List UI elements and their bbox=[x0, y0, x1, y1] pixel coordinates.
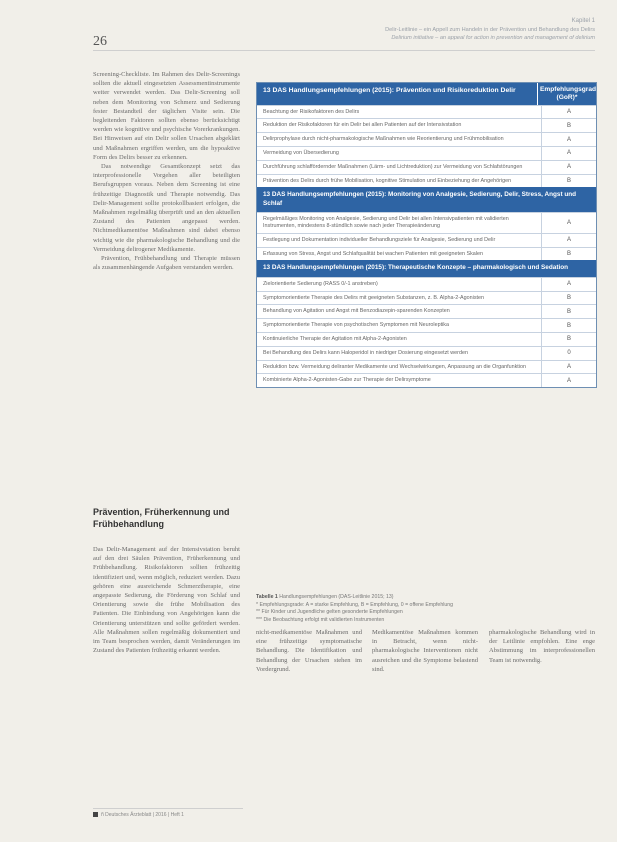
table-row-grade: B bbox=[541, 305, 596, 318]
footer bbox=[93, 812, 184, 818]
table-row-grade: B bbox=[541, 333, 596, 346]
table-row bbox=[257, 291, 596, 305]
table-row-grade: B bbox=[541, 319, 596, 332]
caption-note: ** Für Kinder und Jugendliche gelten gesonderte Empfehlungen bbox=[256, 609, 403, 616]
table-row-grade: A bbox=[541, 213, 596, 233]
table-row-grade: B bbox=[541, 248, 596, 261]
table-row bbox=[257, 346, 596, 360]
table-row-text: Durchführung schlaffördernder Maßnahmen (Lärm- und Lichtreduktion) zur Vermeidung von Schlafstörungen bbox=[263, 163, 523, 170]
table-header bbox=[257, 83, 596, 105]
body-paragraph: Screening-Checkliste. Im Rahmen des Delir-Screenings sollten die aktuell eingesetzten Assessmentinstrumente weiter verwendet werden. Das Delir-Screening soll neben dem Monitoring von Schmerz und Sedierung fester Bestandteil der täglichen Visite sein. Die begleitenden Faktoren sollten ebenso berücksichtigt werden wie kognitive und psychische Vorerkrankungen. Bei Hinweisen auf ein Delir sollen Ursachen abgeklärt und Maßnahmen ergriffen werden, um die hypoaktive Form des Delirs besser zu erkennen. bbox=[93, 71, 240, 161]
table-row-grade: B bbox=[541, 119, 596, 132]
table-section-header bbox=[257, 187, 596, 212]
table-row-grade: A bbox=[541, 133, 596, 146]
table-row bbox=[257, 118, 596, 132]
table-row bbox=[257, 318, 596, 332]
table-row-grade: A bbox=[541, 374, 596, 387]
table-row bbox=[257, 212, 596, 233]
table-caption bbox=[256, 594, 595, 624]
table-row bbox=[257, 105, 596, 119]
page-number: 26 bbox=[93, 34, 107, 49]
body-paragraph: Das Delir-Management auf der Intensivstation beruht auf den drei Säulen Prävention, Früherkennung und Frühbehandlung. Risikofaktoren sollten frühzeitig identifiziert und, wenn möglich, reduziert werden. Dazu gehören eine ausreichende Schmerztherapie, eine angepasste Sedierung, die Förderung von Schlaf und Orientierung sowie die frühe Mobilisation des Patienten. Die Einbindung von Angehörigen kann die Orientierung unterstützen und sollte gefördert werden. Alle Maßnahmen sollen regelmäßig dokumentiert und im Team besprochen werden, damit Veränderungen im Zustand des Patienten frühzeitig erkannt werden. bbox=[93, 546, 240, 655]
table-row bbox=[257, 277, 596, 291]
table-row-text: Reduktion bzw. Vermeidung deliranter Medikamente und Wechselwirkungen, Anpassung an die Organfunktion bbox=[263, 363, 527, 370]
header-section-label: Kapitel 1 bbox=[571, 18, 595, 24]
footer-square-icon bbox=[93, 812, 98, 817]
footer-text: ñ Deutsches Ärzteblatt | 2016 | Heft 1 bbox=[101, 812, 184, 818]
table-row bbox=[257, 146, 596, 160]
table-row-grade: A bbox=[541, 147, 596, 160]
table-row-grade: B bbox=[541, 175, 596, 188]
table-row-grade: A bbox=[541, 278, 596, 291]
table-row-text: Erfassung von Stress, Angst und Schlafqualität bei wachen Patienten mit geeigneten Skalen bbox=[263, 250, 483, 257]
body-paragraph: Prävention, Frühbehandlung und Therapie müssen als zusammenhängende Aufgaben verstanden werden. bbox=[93, 255, 240, 272]
header-title-line: Delir-Leitlinie – ein Appell zum Handeln in der Prävention und Behandlung des Delirs bbox=[385, 27, 595, 33]
table-row-grade: B bbox=[541, 292, 596, 305]
left-column-text-2 bbox=[93, 545, 240, 655]
bottom-column-1: nicht-medikamentöse Maßnahmen und eine frühzeitige symptomatische Behandlung. Die Identifikation und Behandlung der Ursachen stehen im Vordergrund. bbox=[256, 629, 362, 673]
table-body bbox=[257, 105, 596, 388]
recommendations-table bbox=[256, 82, 597, 388]
table-row-text: Symptomorientierte Therapie des Delirs mit geeigneten Substanzen, z. B. Alpha-2-Agonisten bbox=[263, 294, 485, 301]
table-row bbox=[257, 360, 596, 374]
table-row bbox=[257, 332, 596, 346]
header-divider bbox=[93, 50, 595, 51]
table-row-text: Festlegung und Dokumentation individueller Behandlungsziele für Analgesie, Sedierung und Delir bbox=[263, 236, 496, 243]
table-row-text: Kontinuierliche Therapie der Agitation mit Alpha-2-Agonisten bbox=[263, 335, 407, 342]
table-row-text: Symptomorientierte Therapie von psychotischen Symptomen mit Neuroleptika bbox=[263, 322, 449, 329]
table-row-text: Delirprophylaxe durch nicht-pharmakologische Maßnahmen wie Reorientierung und Frühmobilisation bbox=[263, 136, 504, 143]
table-row-text: Prävention des Delirs durch frühe Mobilisation, kognitive Stimulation und Einbeziehung der Angehörigen bbox=[263, 177, 512, 184]
table-header-grade: Empfehlungsgrad (GoR)* bbox=[537, 83, 596, 105]
bottom-column-2: Medikamentöse Maßnahmen kommen in Betracht, wenn nicht-pharmakologische Interventionen nicht ausreichen und die Symptome belastend sind. bbox=[372, 629, 478, 673]
left-column-text bbox=[93, 70, 240, 272]
table-row bbox=[257, 373, 596, 387]
table-row bbox=[257, 132, 596, 146]
header-subtitle-line: Delirium initiative – an appeal for action in prevention and management of delirium bbox=[391, 35, 595, 41]
table-row-text: Regelmäßiges Monitoring von Analgesie, Sedierung und Delir bei allen Intensivpatienten mit validierten Instrumenten, mindestens 8-stündlich sowie nach jeder Therapieänderung bbox=[263, 216, 509, 229]
section-heading: Prävention, Früherkennung und Frühbehandlung bbox=[93, 507, 230, 529]
caption-note: *** Die Beobachtung erfolgt mit validierten Instrumenten bbox=[256, 616, 385, 623]
table-row bbox=[257, 304, 596, 318]
table-section-header bbox=[257, 260, 596, 276]
table-row-grade: A bbox=[541, 234, 596, 247]
footer-divider bbox=[93, 808, 243, 809]
table-row bbox=[257, 233, 596, 247]
table-section-title: 13 DAS Handlungsempfehlungen (2015): Monitoring von Analgesie, Sedierung, Delir, Stress, Angst und Schlaf bbox=[263, 191, 577, 207]
table-row-text: Bei Behandlung des Delirs kann Haloperidol in niedriger Dosierung eingesetzt werden bbox=[263, 349, 468, 356]
table-row-grade: A bbox=[541, 161, 596, 174]
table-header-title: 13 DAS Handlungsempfehlungen (2015): Prävention und Risikoreduktion Delir bbox=[263, 87, 516, 94]
table-row-text: Kombinierte Alpha-2-Agonisten-Gabe zur Therapie der Delirsymptome bbox=[263, 377, 431, 384]
table-row bbox=[257, 247, 596, 261]
table-row-text: Vermeidung von Übersedierung bbox=[263, 149, 339, 156]
caption-note: * Empfehlungsgrade: A = starke Empfehlung, B = Empfehlung, 0 = offene Empfehlung bbox=[256, 601, 454, 608]
table-row-text: Beachtung der Risikofaktoren des Delirs bbox=[263, 108, 360, 115]
table-row-text: Behandlung von Agitation und Angst mit Benzodiazepin-sparenden Konzepten bbox=[263, 308, 450, 315]
caption-text: Handlungsempfehlungen (DAS-Leitlinie 2015; 13) bbox=[279, 594, 394, 600]
table-row-grade: A bbox=[541, 106, 596, 119]
caption-title: Tabelle 1 bbox=[256, 594, 278, 600]
table-row bbox=[257, 174, 596, 188]
bottom-column-3: pharmakologische Behandlung wird in der Leitlinie empfohlen. Eine enge Abstimmung im interprofessionellen Team ist notwendig. bbox=[489, 629, 595, 664]
table-row-text: Zielorientierte Sedierung (RASS 0/-1 anstreben) bbox=[263, 280, 378, 287]
table-section-title: 13 DAS Handlungsempfehlungen (2015): Therapeutische Konzepte – pharmakologisch und Sedation bbox=[263, 264, 569, 272]
body-paragraph: Das notwendige Gesamtkonzept setzt das interprofessionelle Vorgehen aller beteiligten Berufsgruppen voraus. Neben dem Screening ist eine frühzeitige Diagnostik und Therapie notwendig. Das Delir-Management sollte protokollbasiert erfolgen, die Maßnahmen regelmäßig überprüft und an den aktuellen Zustand des Patienten angepasst werden. Nichtmedikamentöse Maßnahmen sind dabei ebenso wichtig wie die pharmakologische Behandlung und die Vermeidung delirogener Medikamente. bbox=[93, 163, 240, 253]
table-row bbox=[257, 160, 596, 174]
table-row-grade: 0 bbox=[541, 347, 596, 360]
table-row-grade: A bbox=[541, 361, 596, 374]
table-row-text: Reduktion der Risikofaktoren für ein Delir bei allen Patienten auf der Intensivstation bbox=[263, 122, 462, 129]
